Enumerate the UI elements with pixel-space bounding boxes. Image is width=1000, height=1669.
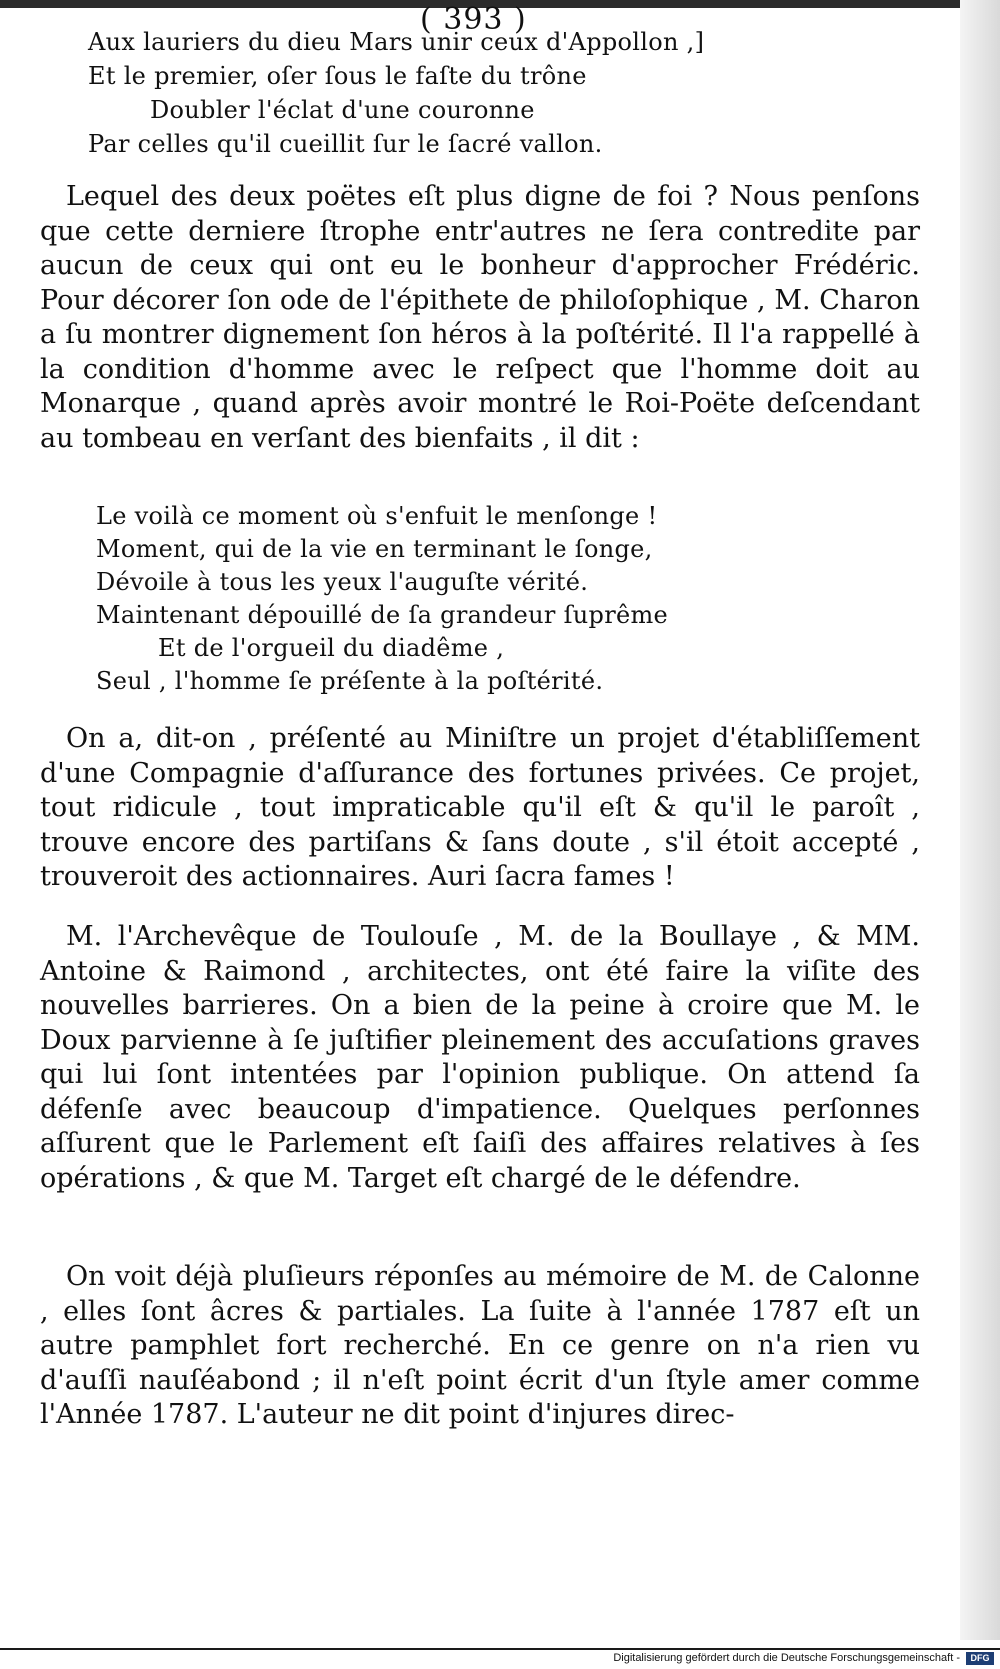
verse-line: Par celles qu'il cueillit ſur le ſacré vallon. <box>88 130 603 158</box>
footer-divider <box>0 1648 1000 1650</box>
verse-line: Doubler l'éclat d'une couronne <box>150 96 535 124</box>
paragraph-barriers <box>40 920 920 1196</box>
verse-line: Aux lauriers du dieu Mars unir ceux d'Appollon ,] <box>88 28 705 56</box>
paragraph-text: M. l'Archevêque de Toulouſe , M. de la Boullaye , & MM. Antoine & Raimond , architectes, ont été faire la viſite des nouvelles barrieres. On a bien de la peine à croire que M. le Doux parvienne à ſe juſtifier pleinement des accuſations graves qui lui ſont intentées par l'opinion publique. On attend ſa défenſe avec beaucoup d'impatience. Quelques perſonnes aſſurent que le Parlement eſt ſaiſi des affaires relatives à ſes opérations , & que M. Target eſt chargé de le défendre. <box>40 921 920 1194</box>
paragraph-text: Lequel des deux poëtes eſt plus digne de foi ? Nous penſons que cette derniere ſtrophe entr'autres ne ſera contredite par aucun de ceux qui ont eu le bonheur d'approcher Frédéric. Pour décorer ſon ode de l'épithete de philoſophique , M. Charon a ſu montrer dignement ſon héros à la poſtérité. Il l'a rappellé à la condition d'homme avec le reſpect que l'homme doit au Monarque , quand après avoir montré le Roi-Poëte deſcendant au tombeau en verſant des bienfaits , il dit : <box>40 181 920 454</box>
paragraph-poets <box>40 180 920 456</box>
paragraph-text: On voit déjà pluſieurs réponſes au mémoire de M. de Calonne , elles ſont âcres & partiales. La ſuite à l'année 1787 eſt un autre pamphlet fort recherché. En ce genre on n'a rien vu d'auſſi nauſéabond ; il n'eſt point écrit d'un ſtyle amer comme l'Année 1787. L'auteur ne dit point d'injures direc- <box>40 1261 920 1430</box>
paragraph-calonne <box>40 1260 920 1433</box>
paragraph-insurance <box>40 722 920 895</box>
verse-line: Seul , l'homme ſe préſente à la poſtérité. <box>96 667 604 695</box>
paragraph-text: On a, dit-on , préſenté au Miniſtre un projet d'établiſſement d'une Compagnie d'aſſurance des fortunes privées. Ce projet, tout ridicule , tout impraticable qu'il eſt & qu'il le paroît , trouve encore des partiſans & ſans doute , s'il étoit accepté , trouveroit des actionnaires. Auri ſacra fames ! <box>40 723 920 892</box>
verse-line: Et le premier, oſer ſous le faſte du trône <box>88 62 587 90</box>
verse-line: Le voilà ce moment où s'enfuit le menſonge ! <box>96 502 658 530</box>
verse-line: Dévoile à tous les yeux l'auguſte vérité. <box>96 568 589 596</box>
verse-line: Et de l'orgueil du diadême , <box>158 634 505 662</box>
verse-line: Moment, qui de la vie en terminant le ſonge, <box>96 535 653 563</box>
verse-line: Maintenant dépouillé de ſa grandeur ſuprême <box>96 601 669 629</box>
dfg-logo: DFG <box>966 1652 994 1665</box>
digitization-credit: Digitalisierung gefördert durch die Deutsche Forschungsgemeinschaft - <box>613 1652 960 1664</box>
page-number: ( 393 ) <box>420 2 527 37</box>
